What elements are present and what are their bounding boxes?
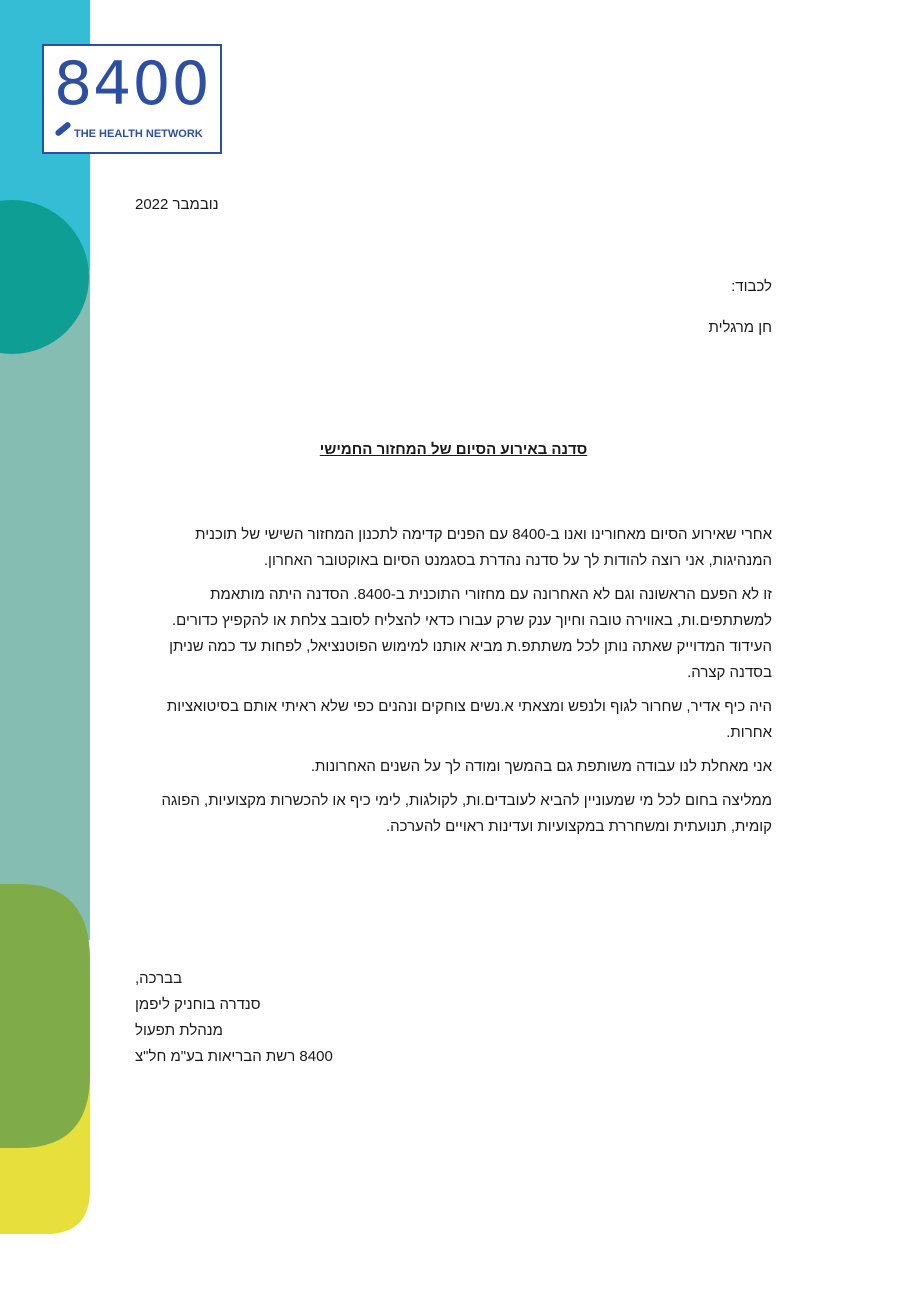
- logo-tagline: THE HEALTH NETWORK: [74, 128, 203, 140]
- salutation: לכבוד:: [731, 278, 772, 295]
- paragraph: אחרי שאירוע הסיום מאחורינו ואנו ב-8400 עם הפנים קדימה לתכנון המחזור השישי של תוכנית המנהיגות, אני רוצה להודות לך על סדנה נהדרת בסגמנט הסיום באוקטובר האחרון.: [195, 526, 772, 569]
- paragraph: אני מאחלת לנו עבודה משותפת גם בהמשך ומודה לך על השנים האחרונות.: [310, 758, 772, 775]
- company-logo: [42, 44, 222, 154]
- closing: בברכה,: [135, 970, 183, 987]
- logo-number: 8400: [54, 49, 211, 119]
- signer-title: מנהלת תפעול: [135, 1022, 223, 1039]
- letter-date: נובמבר 2022: [135, 196, 219, 213]
- paragraph: היה כיף אדיר, שחרור לגוף ולנפש ומצאתי א.נשים צוחקים ונהנים כפי שלא ראיתי אותם בסיטואציות אחרות.: [166, 698, 772, 741]
- letter-subject: סדנה באירוע הסיום של המחזור החמישי: [319, 441, 588, 458]
- decorative-side-band: [0, 0, 90, 1290]
- logo-accent-mark: [54, 121, 72, 137]
- signer-name: סנדרה בוחניק ליפמן: [135, 996, 261, 1013]
- signer-organization: 8400 רשת הבריאות בע"מ חל"צ: [135, 1048, 333, 1065]
- green-shape: [0, 884, 90, 1148]
- letter-body: [135, 522, 772, 848]
- sage-stripe: [0, 270, 90, 940]
- signature-block: [135, 966, 333, 1070]
- paragraph: זו לא הפעם הראשונה וגם לא האחרונה עם מחזורי התוכנית ב-8400. הסדנה היתה מותאמת למשתתפים.ות, באווירה טובה וחיוך ענק שרק עבורו כדאי להצליח לסובב צלחת או להקפיץ כדורים. העידוד המדוייק שאתה נותן לכל משתתפ.ת מביא אותנו למימוש הפוטנציאל, לפחות עד כמה שניתן בסדנה קצרה.: [169, 586, 772, 681]
- paragraph: ממליצה בחום לכל מי שמעוניין להביא לעובדים.ות, לקולגות, לימי כיף או להכשרות מקצועיות, הפוגה קומית, תנועתית ומשחררת במקצועיות ועדינות ראויים להערכה.: [161, 792, 772, 835]
- recipient-name: חן מרגלית: [708, 319, 772, 336]
